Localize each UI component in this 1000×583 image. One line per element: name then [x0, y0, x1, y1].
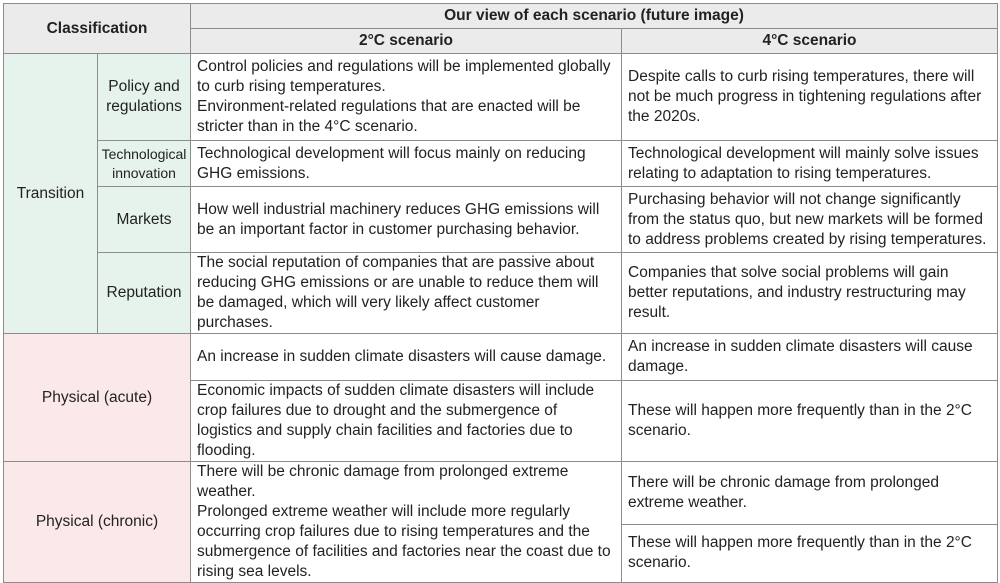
acute-r2-4c-cell: These will happen more frequently than in the 2°C scenario.: [622, 381, 998, 462]
scenario-table: [3, 3, 998, 583]
policy-2c-cell: [191, 54, 622, 141]
chronic-r1-4c-cell: There will be chronic damage from prolonged extreme weather.: [622, 462, 998, 525]
transition-label: Transition: [4, 54, 98, 334]
tech-2c-cell: Technological development will focus mainly on reducing GHG emissions.: [191, 141, 622, 187]
acute-r2-2c-cell: Economic impacts of sudden climate disasters will include crop failures due to drought and the submergence of logistics and supply chain facilities and factories due to flooding.: [191, 381, 622, 462]
policy-2c-line2: Environment-related regulations that are enacted will be stricter than in the 4°C scenario.: [197, 98, 581, 135]
col-2c-header: 2°C scenario: [191, 29, 622, 54]
classification-header: Classification: [4, 4, 191, 54]
policy-2c-line1: Control policies and regulations will be implemented globally to curb rising temperatures.: [197, 58, 611, 95]
tech-label-line2: innovation: [112, 164, 176, 181]
tech-label: [98, 141, 191, 187]
policy-4c-cell: Despite calls to curb rising temperatures, there will not be much progress in tightening regulations after the 2020s.: [622, 54, 998, 141]
tech-label-line1: Technological: [101, 145, 187, 162]
policy-label: [98, 54, 191, 141]
acute-label: Physical (acute): [4, 334, 191, 462]
acute-r1-2c-cell: An increase in sudden climate disasters will cause damage.: [191, 334, 622, 381]
chronic-2c-cell: [191, 462, 622, 583]
markets-label: Markets: [98, 187, 191, 253]
markets-2c-cell: How well industrial machinery reduces GHG emissions will be an important factor in customer purchasing behavior.: [191, 187, 622, 253]
chronic-r2-4c-cell: These will happen more frequently than in the 2°C scenario.: [622, 524, 998, 582]
policy-label-line2: regulations: [106, 98, 182, 115]
chronic-2c-line1: There will be chronic damage from prolonged extreme weather.: [197, 463, 569, 500]
reputation-4c-cell: Companies that solve social problems will gain better reputations, and industry restructuring may result.: [622, 253, 998, 334]
reputation-label: Reputation: [98, 253, 191, 334]
policy-label-line1: Policy and: [108, 78, 180, 95]
col-4c-header: 4°C scenario: [622, 29, 998, 54]
reputation-2c-cell: The social reputation of companies that are passive about reducing GHG emissions or are unable to reduce them will be damaged, which will very likely affect customer purchases.: [191, 253, 622, 334]
chronic-2c-line2: Prolonged extreme weather will include more regularly occurring crop failures due to rising temperatures and the submergence of facilities and factories near the coast due to rising sea levels.: [197, 503, 611, 580]
tech-4c-cell: Technological development will mainly solve issues relating to adaptation to rising temperatures.: [622, 141, 998, 187]
acute-r1-4c-cell: An increase in sudden climate disasters will cause damage.: [622, 334, 998, 381]
markets-4c-cell: Purchasing behavior will not change significantly from the status quo, but new markets will be formed to address problems created by rising temperatures.: [622, 187, 998, 253]
view-header: Our view of each scenario (future image): [191, 4, 998, 29]
chronic-label: Physical (chronic): [4, 462, 191, 583]
